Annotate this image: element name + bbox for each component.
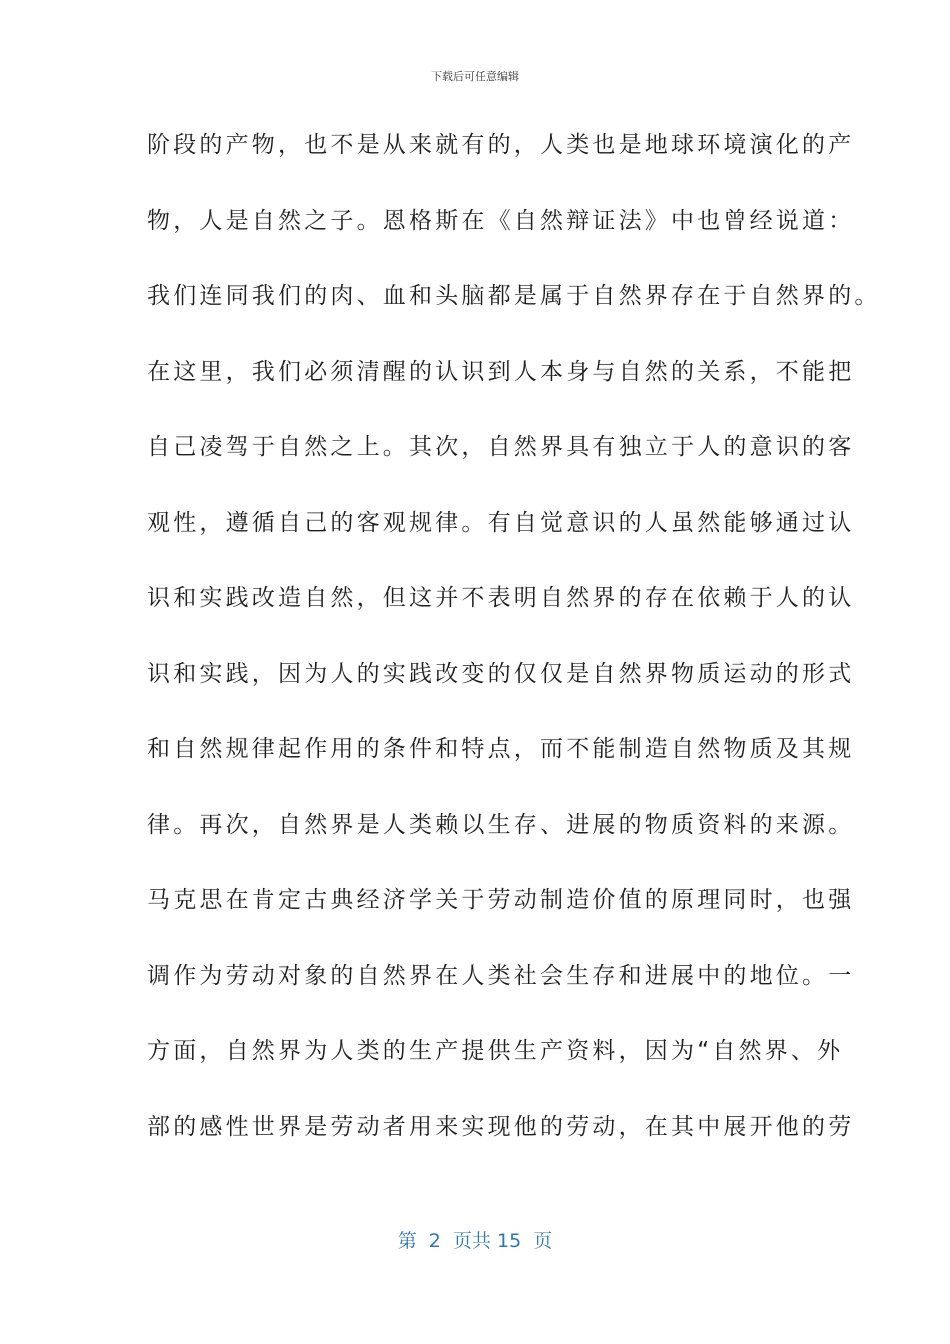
text-line: 和自然规律起作用的条件和特点，而不能制造自然物质及其规 bbox=[147, 736, 855, 762]
text-line: 我们连同我们的肉、血和头脑都是属于自然界存在于自然界的。 bbox=[147, 283, 881, 309]
text-line: 观性，遵循自己的客观规律。有自觉意识的人虽然能够通过认 bbox=[147, 509, 855, 536]
text-line: 调作为劳动对象的自然界在人类社会生存和进展中的地位。一 bbox=[147, 962, 855, 989]
text-line: 马克思在肯定古典经济学关于劳动制造价值的原理同时，也强 bbox=[147, 887, 855, 913]
text-line: 律。再次，自然界是人类赖以生存、进展的物质资料的来源。 bbox=[147, 811, 855, 838]
text-line: 识和实践改造自然，但这并不表明自然界的存在依赖于人的认 bbox=[147, 585, 855, 611]
document-body bbox=[147, 120, 881, 1177]
text-line: 自己凌驾于自然之上。其次，自然界具有独立于人的意识的客 bbox=[147, 434, 855, 460]
page-header: 下载后可任意编辑 bbox=[431, 70, 519, 83]
text-line: 阶段的产物，也不是从来就有的，人类也是地球环境演化的产 bbox=[147, 132, 855, 158]
text-line: 部的感性世界是劳动者用来实现他的劳动，在其中展开他的劳 bbox=[147, 1113, 855, 1140]
text-line: 在这里，我们必须清醒的认识到人本身与自然的关系，不能把 bbox=[147, 358, 855, 385]
text-line: 方面，自然界为人类的生产提供生产资料，因为“自然界、外 bbox=[147, 1038, 844, 1064]
page-number-footer: 第 2 页共 15 页 bbox=[397, 1230, 553, 1252]
text-line: 识和实践，因为人的实践改变的仅仅是自然界物质运动的形式 bbox=[147, 660, 855, 687]
text-line: 物，人是自然之子。恩格斯在《自然辩证法》中也曾经说道： bbox=[147, 207, 855, 234]
